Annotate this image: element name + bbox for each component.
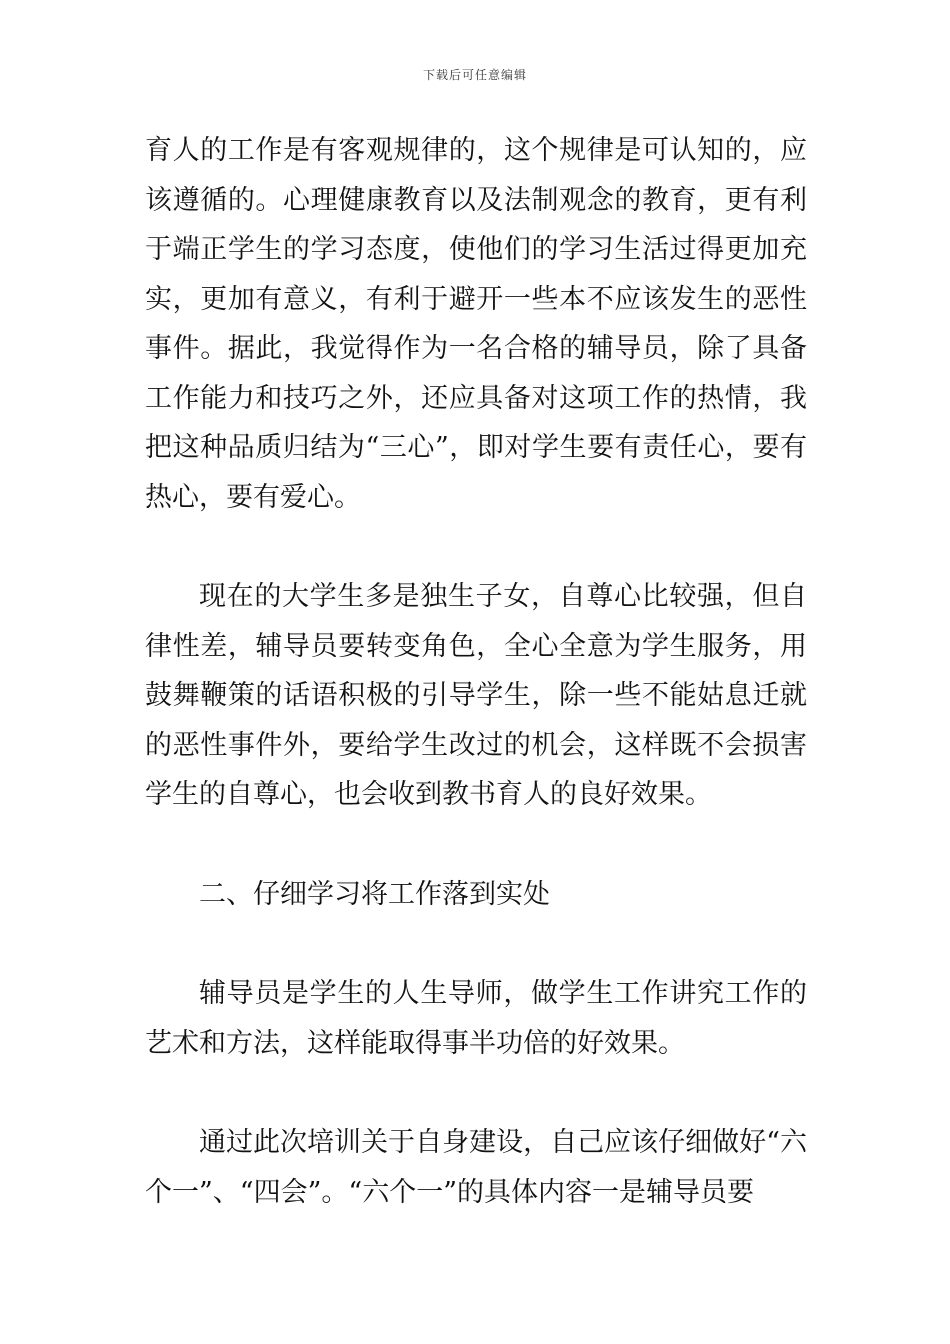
paragraph-3: 辅导员是学生的人生导师，做学生工作讲究工作的艺术和方法，这样能取得事半功倍的好效果。 <box>145 978 807 1059</box>
paragraph-1: 育人的工作是有客观规律的，这个规律是可认知的，应该遵循的。心理健康教育以及法制观念的教育，更有利于端正学生的学习态度，使他们的学习生活过得更加充实，更加有意义，有利于避开一些本不应该发生的恶性事件。据此，我觉得作为一名合格的辅导员，除了具备工作能力和技巧之外，还应具备对这项工作的热情，我把这种品质归结为“三心”，即对学生要有责任心，要有热心，要有爱心。 <box>145 135 807 513</box>
header-note: 下载后可任意编辑 <box>422 68 527 82</box>
document-body <box>145 126 807 1217</box>
paragraph-2: 现在的大学生多是独生子女，自尊心比较强，但自律性差，辅导员要转变角色，全心全意为学生服务，用鼓舞鞭策的话语积极的引导学生，除一些不能姑息迁就的恶性事件外，要给学生改过的机会，这样既不会损害学生的自尊心，也会收到教书育人的良好效果。 <box>145 581 807 810</box>
section-heading: 二、仔细学习将工作落到实处 <box>199 878 550 910</box>
paragraph-4: 通过此次培训关于自身建设，自己应该仔细做好“六个一”、“四会”。“六个一”的具体内容一是辅导员要 <box>145 1127 807 1208</box>
